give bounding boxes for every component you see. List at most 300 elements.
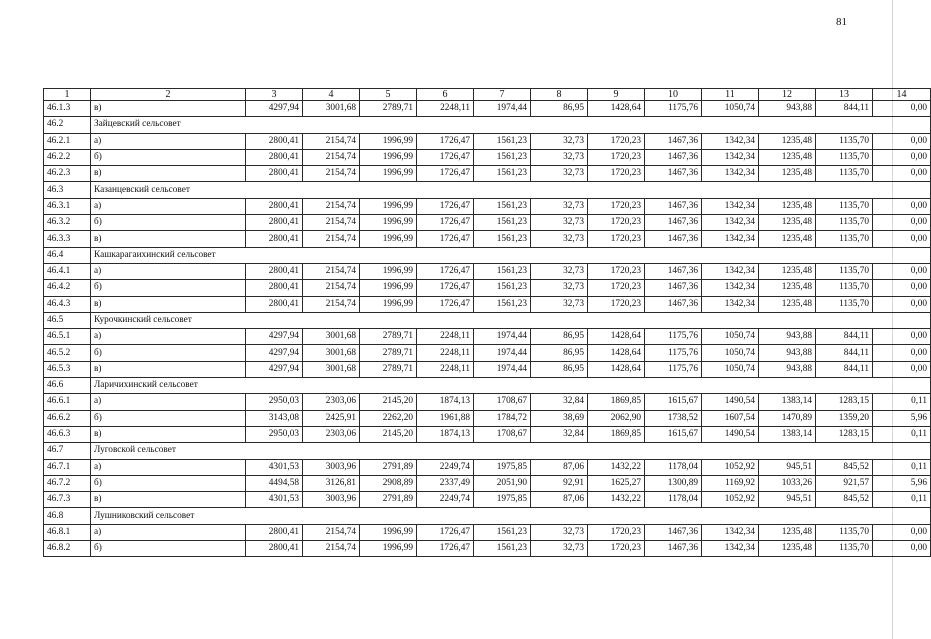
value-cell: 1342,34 — [702, 524, 759, 540]
column-number-header: 2 — [91, 89, 246, 101]
row-code: 46.7.1 — [44, 459, 91, 475]
tariff-table — [43, 88, 931, 557]
value-cell: 1467,36 — [645, 133, 702, 149]
value-cell: 1283,15 — [816, 394, 873, 410]
value-cell: 1175,76 — [645, 361, 702, 377]
value-cell: 1720,23 — [588, 263, 645, 279]
section-name: Луговской сельсовет — [91, 443, 931, 459]
value-cell: 943,88 — [759, 329, 816, 345]
value-cell: 2154,74 — [303, 524, 360, 540]
value-cell: 1720,23 — [588, 280, 645, 296]
value-cell: 1050,74 — [702, 101, 759, 117]
value-cell: 0,00 — [873, 215, 931, 231]
column-number-header: 3 — [246, 89, 303, 101]
value-cell: 1975,85 — [474, 492, 531, 508]
value-cell: 2303,06 — [303, 394, 360, 410]
value-cell: 1033,26 — [759, 475, 816, 491]
row-code: 46.2.3 — [44, 166, 91, 182]
value-cell: 38,69 — [531, 410, 588, 426]
value-cell: 32,73 — [531, 198, 588, 214]
value-cell: 32,73 — [531, 296, 588, 312]
column-number-header: 12 — [759, 89, 816, 101]
value-cell: 1996,99 — [360, 524, 417, 540]
value-cell: 2425,91 — [303, 410, 360, 426]
value-cell: 1235,48 — [759, 133, 816, 149]
value-cell: 0,00 — [873, 345, 931, 361]
value-cell: 1561,23 — [474, 296, 531, 312]
row-code: 46.8 — [44, 508, 91, 524]
header-row — [44, 89, 931, 101]
row-code: 46.3.3 — [44, 231, 91, 247]
value-cell: 1874,13 — [417, 394, 474, 410]
section-row — [44, 312, 931, 328]
value-cell: 1726,47 — [417, 296, 474, 312]
value-cell: 0,00 — [873, 524, 931, 540]
table-row — [44, 541, 931, 557]
value-cell: 1467,36 — [645, 166, 702, 182]
value-cell: 4297,94 — [246, 361, 303, 377]
value-cell: 1235,48 — [759, 524, 816, 540]
value-cell: 1178,04 — [645, 459, 702, 475]
value-cell: 1135,70 — [816, 296, 873, 312]
value-cell: 3003,96 — [303, 492, 360, 508]
value-cell: 0,00 — [873, 329, 931, 345]
value-cell: 1300,89 — [645, 475, 702, 491]
value-cell: 1726,47 — [417, 263, 474, 279]
value-cell: 1135,70 — [816, 198, 873, 214]
value-cell: 3143,08 — [246, 410, 303, 426]
table-row — [44, 263, 931, 279]
value-cell: 1467,36 — [645, 524, 702, 540]
value-cell: 1342,34 — [702, 231, 759, 247]
value-cell: 1178,04 — [645, 492, 702, 508]
table-row — [44, 524, 931, 540]
value-cell: 1135,70 — [816, 133, 873, 149]
value-cell: 32,73 — [531, 215, 588, 231]
row-code: 46.5.3 — [44, 361, 91, 377]
value-cell: 1135,70 — [816, 166, 873, 182]
value-cell: 1561,23 — [474, 280, 531, 296]
section-row — [44, 182, 931, 198]
value-cell: 2248,11 — [417, 329, 474, 345]
value-cell: 2154,74 — [303, 280, 360, 296]
value-cell: 1974,44 — [474, 345, 531, 361]
value-cell: 1726,47 — [417, 280, 474, 296]
value-cell: 0,00 — [873, 149, 931, 165]
value-cell: 2249,74 — [417, 492, 474, 508]
value-cell: 1996,99 — [360, 280, 417, 296]
value-cell: 0,00 — [873, 231, 931, 247]
value-cell: 87,06 — [531, 459, 588, 475]
value-cell: 943,88 — [759, 345, 816, 361]
row-code: 46.4 — [44, 247, 91, 263]
value-cell: 844,11 — [816, 101, 873, 117]
section-name: Зайцевский сельсовет — [91, 117, 931, 133]
column-number-header: 11 — [702, 89, 759, 101]
value-cell: 1052,92 — [702, 492, 759, 508]
value-cell: 5,96 — [873, 410, 931, 426]
row-code: 46.6.3 — [44, 426, 91, 442]
column-number-header: 6 — [417, 89, 474, 101]
value-cell: 1135,70 — [816, 263, 873, 279]
value-cell: 1726,47 — [417, 541, 474, 557]
row-code: 46.6.1 — [44, 394, 91, 410]
value-cell: 1726,47 — [417, 231, 474, 247]
value-cell: 0,00 — [873, 198, 931, 214]
section-row — [44, 117, 931, 133]
value-cell: 32,73 — [531, 231, 588, 247]
value-cell: 1720,23 — [588, 296, 645, 312]
value-cell: 1175,76 — [645, 345, 702, 361]
value-cell: 32,73 — [531, 541, 588, 557]
value-cell: 87,06 — [531, 492, 588, 508]
row-code: 46.7 — [44, 443, 91, 459]
section-name: Казанцевский сельсовет — [91, 182, 931, 198]
row-code: 46.2 — [44, 117, 91, 133]
value-cell: 1561,23 — [474, 524, 531, 540]
section-row — [44, 378, 931, 394]
value-cell: 1996,99 — [360, 296, 417, 312]
value-cell: 1383,14 — [759, 426, 816, 442]
value-cell: 2051,90 — [474, 475, 531, 491]
value-cell: 1561,23 — [474, 133, 531, 149]
value-cell: 2800,41 — [246, 166, 303, 182]
value-cell: 1720,23 — [588, 231, 645, 247]
value-cell: 2154,74 — [303, 231, 360, 247]
column-number-header: 13 — [816, 89, 873, 101]
value-cell: 1050,74 — [702, 361, 759, 377]
value-cell: 2789,71 — [360, 361, 417, 377]
value-cell: 1169,92 — [702, 475, 759, 491]
value-cell: 2800,41 — [246, 524, 303, 540]
value-cell: 1869,85 — [588, 426, 645, 442]
value-cell: 2800,41 — [246, 198, 303, 214]
value-cell: 1052,92 — [702, 459, 759, 475]
row-subitem: б) — [91, 475, 246, 491]
value-cell: 3126,81 — [303, 475, 360, 491]
table-row — [44, 149, 931, 165]
row-subitem: б) — [91, 149, 246, 165]
row-subitem: а) — [91, 263, 246, 279]
table-row — [44, 133, 931, 149]
value-cell: 1467,36 — [645, 198, 702, 214]
table-row — [44, 426, 931, 442]
section-name: Ларичихинский сельсовет — [91, 378, 931, 394]
table-row — [44, 394, 931, 410]
table-row — [44, 166, 931, 182]
table-row — [44, 345, 931, 361]
value-cell: 1235,48 — [759, 231, 816, 247]
value-cell: 0,00 — [873, 296, 931, 312]
table-row — [44, 329, 931, 345]
value-cell: 32,73 — [531, 166, 588, 182]
value-cell: 1342,34 — [702, 215, 759, 231]
value-cell: 32,73 — [531, 133, 588, 149]
value-cell: 1607,54 — [702, 410, 759, 426]
column-number-header: 8 — [531, 89, 588, 101]
value-cell: 1874,13 — [417, 426, 474, 442]
value-cell: 1135,70 — [816, 231, 873, 247]
row-code: 46.5.1 — [44, 329, 91, 345]
row-code: 46.1.3 — [44, 101, 91, 117]
value-cell: 1428,64 — [588, 361, 645, 377]
value-cell: 1235,48 — [759, 149, 816, 165]
value-cell: 1470,89 — [759, 410, 816, 426]
value-cell: 1235,48 — [759, 296, 816, 312]
value-cell: 32,73 — [531, 524, 588, 540]
value-cell: 2800,41 — [246, 149, 303, 165]
value-cell: 1996,99 — [360, 198, 417, 214]
value-cell: 0,00 — [873, 133, 931, 149]
value-cell: 1996,99 — [360, 263, 417, 279]
value-cell: 3001,68 — [303, 101, 360, 117]
value-cell: 32,73 — [531, 263, 588, 279]
value-cell: 2908,89 — [360, 475, 417, 491]
value-cell: 1342,34 — [702, 296, 759, 312]
value-cell: 1432,22 — [588, 459, 645, 475]
row-subitem: а) — [91, 198, 246, 214]
value-cell: 1561,23 — [474, 215, 531, 231]
value-cell: 1342,34 — [702, 149, 759, 165]
row-subitem: в) — [91, 361, 246, 377]
value-cell: 2154,74 — [303, 198, 360, 214]
value-cell: 92,91 — [531, 475, 588, 491]
row-code: 46.5 — [44, 312, 91, 328]
value-cell: 1490,54 — [702, 426, 759, 442]
value-cell: 2800,41 — [246, 296, 303, 312]
value-cell: 1050,74 — [702, 329, 759, 345]
value-cell: 2154,74 — [303, 166, 360, 182]
value-cell: 3003,96 — [303, 459, 360, 475]
value-cell: 943,88 — [759, 101, 816, 117]
value-cell: 1726,47 — [417, 215, 474, 231]
row-code: 46.2.1 — [44, 133, 91, 149]
value-cell: 1720,23 — [588, 198, 645, 214]
row-subitem: в) — [91, 166, 246, 182]
value-cell: 945,51 — [759, 459, 816, 475]
value-cell: 1432,22 — [588, 492, 645, 508]
value-cell: 1235,48 — [759, 541, 816, 557]
table-row — [44, 492, 931, 508]
value-cell: 1235,48 — [759, 166, 816, 182]
row-subitem: а) — [91, 394, 246, 410]
value-cell: 844,11 — [816, 361, 873, 377]
value-cell: 2800,41 — [246, 263, 303, 279]
value-cell: 1428,64 — [588, 345, 645, 361]
value-cell: 2154,74 — [303, 296, 360, 312]
value-cell: 1135,70 — [816, 149, 873, 165]
value-cell: 1235,48 — [759, 263, 816, 279]
value-cell: 2262,20 — [360, 410, 417, 426]
column-number-header: 1 — [44, 89, 91, 101]
value-cell: 2249,74 — [417, 459, 474, 475]
value-cell: 1342,34 — [702, 263, 759, 279]
value-cell: 1135,70 — [816, 215, 873, 231]
table-row — [44, 361, 931, 377]
value-cell: 1135,70 — [816, 524, 873, 540]
value-cell: 844,11 — [816, 329, 873, 345]
value-cell: 2154,74 — [303, 149, 360, 165]
value-cell: 2154,74 — [303, 215, 360, 231]
value-cell: 2789,71 — [360, 345, 417, 361]
value-cell: 1050,74 — [702, 345, 759, 361]
value-cell: 1283,15 — [816, 426, 873, 442]
value-cell: 845,52 — [816, 492, 873, 508]
value-cell: 921,57 — [816, 475, 873, 491]
row-code: 46.6.2 — [44, 410, 91, 426]
value-cell: 1467,36 — [645, 296, 702, 312]
value-cell: 1975,85 — [474, 459, 531, 475]
value-cell: 1996,99 — [360, 133, 417, 149]
value-cell: 1467,36 — [645, 263, 702, 279]
row-subitem: а) — [91, 459, 246, 475]
value-cell: 4494,58 — [246, 475, 303, 491]
value-cell: 1561,23 — [474, 198, 531, 214]
value-cell: 1996,99 — [360, 149, 417, 165]
value-cell: 845,52 — [816, 459, 873, 475]
column-number-header: 14 — [873, 89, 931, 101]
row-code: 46.4.1 — [44, 263, 91, 279]
value-cell: 4297,94 — [246, 329, 303, 345]
table-row — [44, 296, 931, 312]
value-cell: 0,00 — [873, 361, 931, 377]
column-number-header: 10 — [645, 89, 702, 101]
value-cell: 1342,34 — [702, 133, 759, 149]
row-subitem: б) — [91, 410, 246, 426]
row-subitem: б) — [91, 215, 246, 231]
value-cell: 1625,27 — [588, 475, 645, 491]
value-cell: 1720,23 — [588, 166, 645, 182]
row-code: 46.8.1 — [44, 524, 91, 540]
value-cell: 0,00 — [873, 101, 931, 117]
value-cell: 2145,20 — [360, 426, 417, 442]
value-cell: 1708,67 — [474, 426, 531, 442]
column-number-header: 7 — [474, 89, 531, 101]
section-name: Лушниковский сельсовет — [91, 508, 931, 524]
value-cell: 1561,23 — [474, 166, 531, 182]
value-cell: 943,88 — [759, 361, 816, 377]
value-cell: 1467,36 — [645, 231, 702, 247]
value-cell: 1720,23 — [588, 541, 645, 557]
row-subitem: б) — [91, 280, 246, 296]
value-cell: 1383,14 — [759, 394, 816, 410]
table-row — [44, 198, 931, 214]
value-cell: 0,11 — [873, 459, 931, 475]
page-number: 81 — [836, 16, 847, 28]
value-cell: 1561,23 — [474, 263, 531, 279]
value-cell: 2950,03 — [246, 426, 303, 442]
row-code: 46.3.1 — [44, 198, 91, 214]
value-cell: 1342,34 — [702, 280, 759, 296]
value-cell: 1561,23 — [474, 149, 531, 165]
value-cell: 32,73 — [531, 280, 588, 296]
value-cell: 1784,72 — [474, 410, 531, 426]
value-cell: 1561,23 — [474, 231, 531, 247]
value-cell: 1961,88 — [417, 410, 474, 426]
value-cell: 1726,47 — [417, 149, 474, 165]
value-cell: 2154,74 — [303, 133, 360, 149]
value-cell: 0,11 — [873, 492, 931, 508]
value-cell: 1467,36 — [645, 149, 702, 165]
value-cell: 1996,99 — [360, 231, 417, 247]
value-cell: 1467,36 — [645, 280, 702, 296]
value-cell: 1708,67 — [474, 394, 531, 410]
value-cell: 1135,70 — [816, 541, 873, 557]
row-code: 46.3 — [44, 182, 91, 198]
section-name: Курочкинский сельсовет — [91, 312, 931, 328]
value-cell: 2800,41 — [246, 215, 303, 231]
value-cell: 1996,99 — [360, 541, 417, 557]
table-row — [44, 410, 931, 426]
value-cell: 1467,36 — [645, 215, 702, 231]
value-cell: 32,84 — [531, 426, 588, 442]
row-code: 46.7.3 — [44, 492, 91, 508]
row-subitem: в) — [91, 101, 246, 117]
value-cell: 1720,23 — [588, 524, 645, 540]
column-number-header: 5 — [360, 89, 417, 101]
value-cell: 1726,47 — [417, 524, 474, 540]
row-subitem: в) — [91, 426, 246, 442]
row-subitem: а) — [91, 524, 246, 540]
value-cell: 1726,47 — [417, 198, 474, 214]
row-code: 46.2.2 — [44, 149, 91, 165]
value-cell: 1235,48 — [759, 215, 816, 231]
value-cell: 1175,76 — [645, 101, 702, 117]
table-body — [44, 89, 931, 557]
value-cell: 86,95 — [531, 361, 588, 377]
row-code: 46.8.2 — [44, 541, 91, 557]
value-cell: 1490,54 — [702, 394, 759, 410]
table-row — [44, 459, 931, 475]
value-cell: 2145,20 — [360, 394, 417, 410]
value-cell: 32,73 — [531, 149, 588, 165]
value-cell: 1561,23 — [474, 541, 531, 557]
value-cell: 1720,23 — [588, 215, 645, 231]
row-subitem: в) — [91, 231, 246, 247]
row-subitem: б) — [91, 345, 246, 361]
value-cell: 0,00 — [873, 541, 931, 557]
section-row — [44, 508, 931, 524]
value-cell: 1720,23 — [588, 133, 645, 149]
value-cell: 2789,71 — [360, 101, 417, 117]
row-code: 46.5.2 — [44, 345, 91, 361]
value-cell: 2303,06 — [303, 426, 360, 442]
column-number-header: 9 — [588, 89, 645, 101]
value-cell: 1235,48 — [759, 198, 816, 214]
value-cell: 0,00 — [873, 166, 931, 182]
value-cell: 0,11 — [873, 426, 931, 442]
value-cell: 1615,67 — [645, 426, 702, 442]
value-cell: 1342,34 — [702, 541, 759, 557]
value-cell: 1175,76 — [645, 329, 702, 345]
value-cell: 3001,68 — [303, 345, 360, 361]
value-cell: 1342,34 — [702, 166, 759, 182]
value-cell: 86,95 — [531, 101, 588, 117]
value-cell: 4301,53 — [246, 459, 303, 475]
value-cell: 1726,47 — [417, 133, 474, 149]
table-row — [44, 231, 931, 247]
column-number-header: 4 — [303, 89, 360, 101]
row-code: 46.4.3 — [44, 296, 91, 312]
row-subitem: а) — [91, 329, 246, 345]
value-cell: 945,51 — [759, 492, 816, 508]
value-cell: 1135,70 — [816, 280, 873, 296]
value-cell: 1726,47 — [417, 166, 474, 182]
table-row — [44, 475, 931, 491]
value-cell: 1359,20 — [816, 410, 873, 426]
table-row — [44, 101, 931, 117]
value-cell: 1428,64 — [588, 101, 645, 117]
